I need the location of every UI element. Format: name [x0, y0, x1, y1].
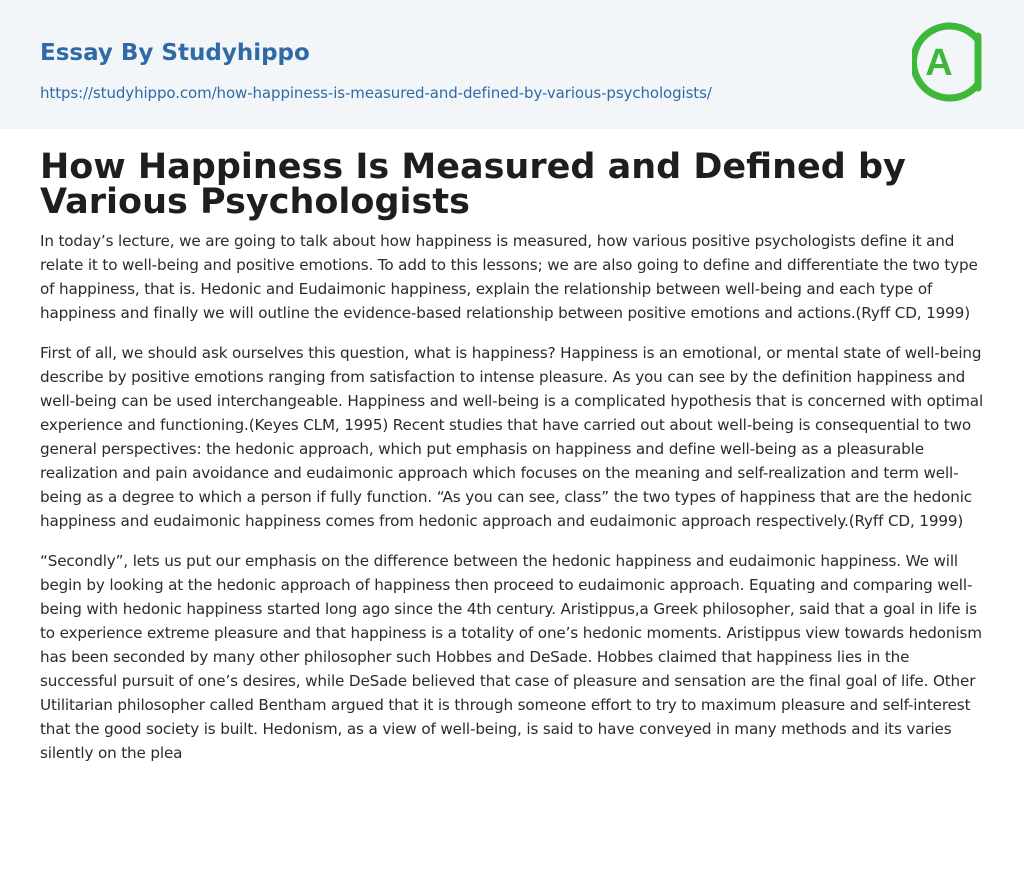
paragraph: “Secondly”, lets us put our emphasis on the difference between the hedonic happiness and eudaimonic happiness. We will begin by looking at the hedonic approach of happiness then proceed to eudaimonic approach. Equating and comparing well-being with hedonic happiness started long ago since the 4th century. Aristippus,a Greek philosopher, said that a goal in life is to experience extreme pleasure and that happiness is a totality of one’s hedonic moments. Aristippus view towards hedonism has been seconded by many other philosopher such Hobbes and DeSade. Hobbes claimed that happiness lies in the successful pursuit of one’s desires, while DeSade believed that case of pleasure and sensation are the final goal of life. Other Utilitarian philosopher called Bentham argued that it is through someone effort to try to maximum pleasure and self-interest that the good society is built. Hedonism, as a view of well-being, is said to have conveyed in many methods and its varies silently on the plea: [40, 552, 982, 762]
site-header: [0, 0, 1024, 129]
page-url-link[interactable]: https://studyhippo.com/how-happiness-is-measured-and-defined-by-various-psychologists/: [40, 84, 712, 102]
paragraph: In today’s lecture, we are going to talk about how happiness is measured, how various positive psychologists define it and relate it to well-being and positive emotions. To add to this lessons; we are also going to define and differentiate the two type of happiness, that is. Hedonic and Eudaimonic happiness, explain the relationship between well-being and each type of happiness and finally we will outline the evidence-based relationship between positive emotions and actions.(Ryff CD, 1999): [40, 232, 978, 322]
studyhippo-logo-icon[interactable]: [912, 18, 988, 106]
article-body: [40, 229, 988, 814]
logo-letter: A: [925, 42, 953, 84]
article-title: How Happiness Is Measured and Defined by Various Psychologists: [40, 147, 906, 222]
paragraph: First of all, we should ask ourselves this question, what is happiness? Happiness is an emotional, or mental state of well-being describe by positive emotions ranging from satisfaction to intense pleasure. As you can see by the definition happiness and well-being can be used interchangeable. Happiness and well-being is a complicated hypothesis that is concerned with optimal experience and functioning.(Keyes CLM, 1995) Recent studies that have carried out about well-being is consequential to two general perspectives: the hedonic approach, which put emphasis on happiness and define well-being as a pleasurable realization and pain avoidance and eudaimonic approach which focuses on the meaning and self-realization and term well-being as a degree to which a person if fully function. “As you can see, class” the two types of happiness that are the hedonic happiness and eudaimonic happiness comes from hedonic approach and eudaimonic approach respectively.(Ryff CD, 1999): [40, 344, 984, 530]
site-title[interactable]: Essay By Studyhippo: [40, 40, 310, 66]
